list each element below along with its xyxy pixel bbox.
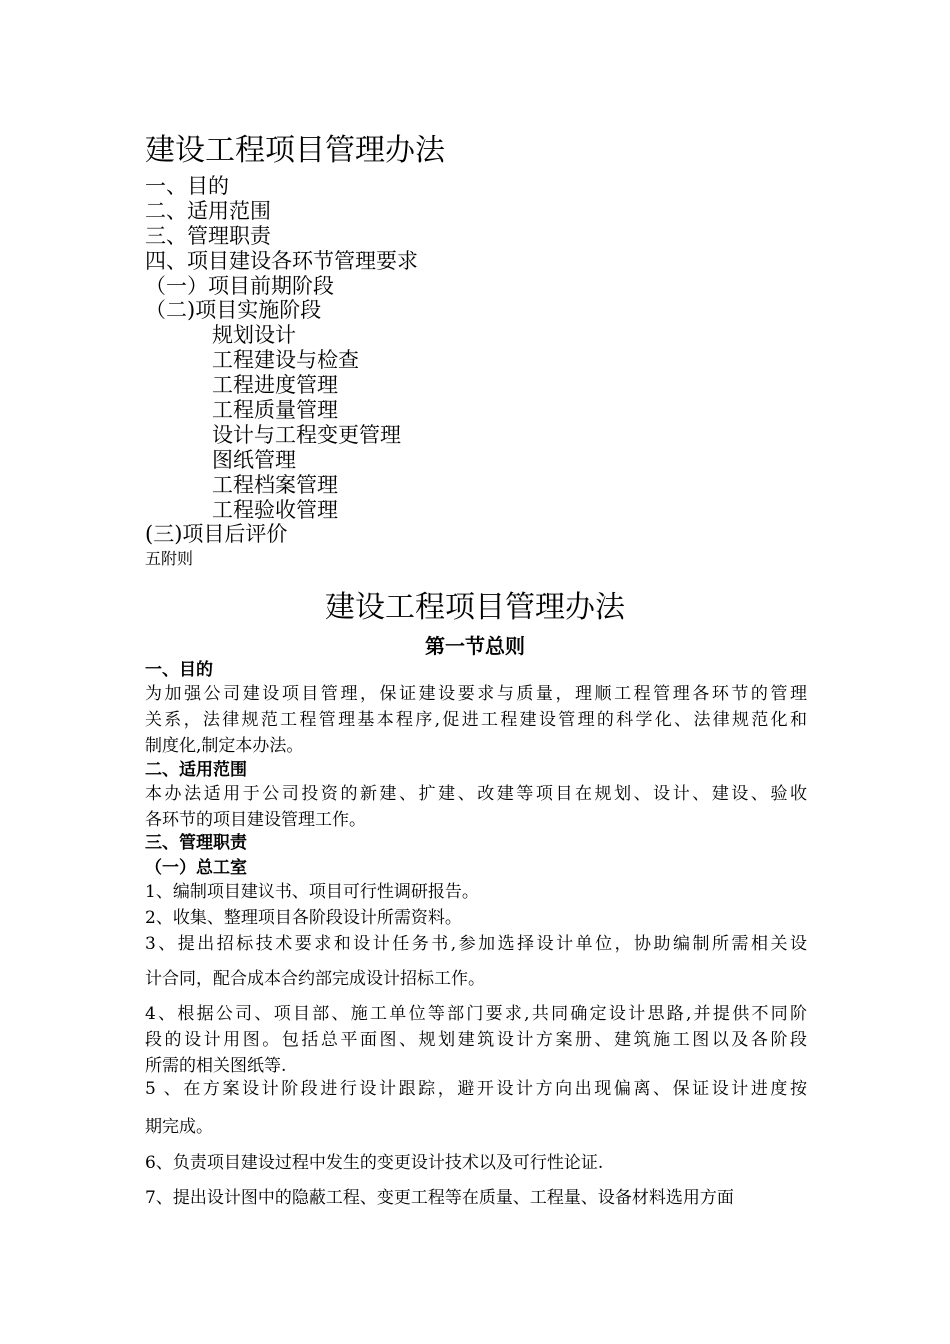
heading-chief-engineer-office: （一）总工室: [145, 858, 247, 878]
toc-item: （二)项目实施阶段: [145, 298, 322, 323]
text-line: 制度化,制定本办法。: [145, 736, 304, 756]
text-line: 各环节的项目建设管理工作。: [145, 810, 366, 830]
toc-item: 四、项目建设各环节管理要求: [145, 248, 418, 273]
list-item-5-cont: [145, 1114, 807, 1140]
text-line: 关系，法律规范工程管理基本程序,促进工程建设管理的科学化、法律规范化和: [145, 710, 807, 730]
table-of-contents: [145, 174, 418, 572]
text-line: 计合同，配合成本合约部完成设计招标工作。: [145, 969, 485, 989]
list-item-4: [145, 1001, 807, 1079]
list-item-3-cont: [145, 966, 807, 992]
text-line: 3、提出招标技术要求和设计任务书,参加选择设计单位，协助编制所需相关设: [145, 934, 807, 954]
toc-item: 二、适用范围: [145, 198, 271, 223]
toc-subitem: 工程进度管理: [212, 373, 338, 398]
toc-item: 三、管理职责: [145, 223, 271, 248]
text-line: 所需的相关图纸等.: [145, 1056, 287, 1076]
toc-subitem: 图纸管理: [212, 447, 296, 472]
toc-subitem: 工程验收管理: [212, 497, 338, 522]
paragraph-purpose: [145, 681, 807, 759]
toc-subitem: 工程质量管理: [212, 398, 338, 423]
document-title: 建设工程项目管理办法: [325, 590, 625, 625]
heading-purpose: 一、目的: [145, 660, 213, 680]
toc-item: （一）项目前期阶段: [145, 273, 334, 298]
text-line: 本办法适用于公司投资的新建、扩建、改建等项目在规划、设计、建设、验收: [145, 784, 807, 804]
heading-duties: 三、管理职责: [145, 833, 247, 853]
list-item-6: 6、负责项目建设过程中发生的变更设计技术以及可行性论证.: [145, 1153, 604, 1173]
heading-scope: 二、适用范围: [145, 760, 247, 780]
list-item-3: [145, 931, 807, 957]
text-line: 期完成。: [145, 1117, 213, 1137]
list-item-2: 2、收集、整理项目各阶段设计所需资料。: [145, 908, 462, 928]
toc-item: 五附则: [145, 549, 194, 569]
text-line: 为加强公司建设项目管理，保证建设要求与质量，理顺工程管理各环节的管理: [145, 684, 807, 704]
paragraph-scope: [145, 781, 807, 833]
text-line: 5 、在方案设计阶段进行设计跟踪，避开设计方向出现偏离、保证设计进度按: [145, 1079, 807, 1099]
text-line: 段的设计用图。包括总平面图、规划建筑设计方案册、建筑施工图以及各阶段: [145, 1030, 807, 1050]
toc-subitem: 规划设计: [212, 323, 296, 348]
list-item-7: 7、提出设计图中的隐蔽工程、变更工程等在质量、工程量、设备材料选用方面: [145, 1188, 734, 1208]
list-item-5: [145, 1076, 807, 1102]
toc-item: (三)项目后评价: [145, 522, 288, 547]
toc-subitem: 设计与工程变更管理: [212, 422, 401, 447]
toc-item: 一、目的: [145, 174, 229, 198]
section-title: 第一节总则: [425, 634, 525, 658]
toc-title: 建设工程项目管理办法: [145, 133, 445, 168]
toc-subitem: 工程建设与检查: [212, 348, 359, 373]
list-item-1: 1、编制项目建议书、项目可行性调研报告。: [145, 882, 479, 902]
toc-subitem: 工程档案管理: [212, 472, 338, 497]
text-line: 4、根据公司、项目部、施工单位等部门要求,共同确定设计思路,并提供不同阶: [145, 1004, 807, 1024]
